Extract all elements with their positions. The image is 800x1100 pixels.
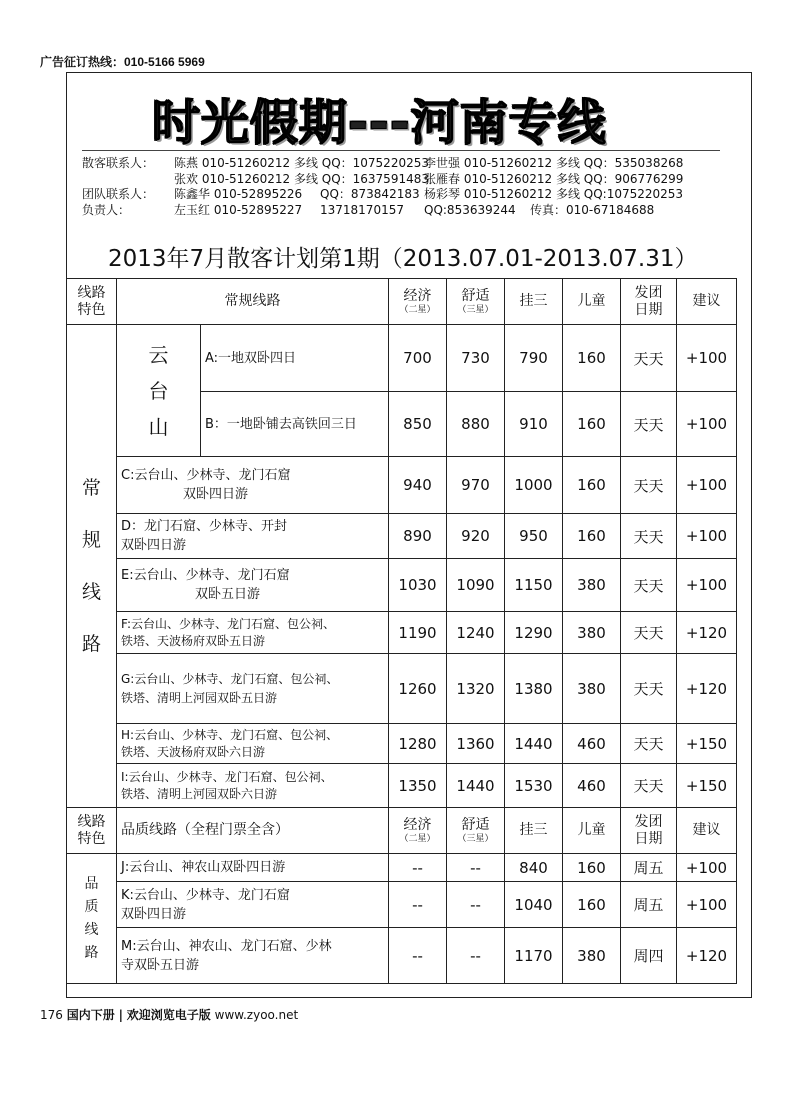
suggested-markup: +120 <box>677 612 737 654</box>
price-economy: 1350 <box>389 764 447 808</box>
price-economy: -- <box>389 928 447 984</box>
route-name: G:云台山、少林寺、龙门石窟、包公祠、 铁塔、清明上河园双卧五日游 <box>117 654 389 724</box>
quality-routes-label: 品 质 线 路 <box>67 854 117 984</box>
group-contact-label: 团队联系人： <box>82 187 155 201</box>
route-name: K:云台山、少林寺、龙门石窟 双卧四日游 <box>117 882 389 928</box>
price-gua3: 790 <box>505 325 563 392</box>
page-title: 时光假期---河南专线 <box>152 95 607 151</box>
price-comfort: 1440 <box>447 764 505 808</box>
route-name: C:云台山、少林寺、龙门石窟 双卧四日游 <box>117 457 389 514</box>
suggested-markup: +100 <box>677 392 737 457</box>
suggested-markup: +150 <box>677 724 737 764</box>
departure-days: 天天 <box>621 764 677 808</box>
price-economy: 1030 <box>389 559 447 612</box>
header-economy: 经济 （二星） <box>389 279 447 325</box>
manager-qq: QQ:853639244 <box>424 202 516 217</box>
ad-hotline: 广告征订热线：010-5166 5969 <box>40 55 205 69</box>
regular-header-row <box>67 279 737 325</box>
route-name: F:云台山、少林寺、龙门石窟、包公祠、 铁塔、天波杨府双卧五日游 <box>117 612 389 654</box>
table-row <box>67 654 737 724</box>
price-comfort: 1360 <box>447 724 505 764</box>
manager-phone: 左玉红 010-52895227 <box>174 202 303 217</box>
price-child: 160 <box>563 392 621 457</box>
header-comfort: 舒适 （三星） <box>447 279 505 325</box>
price-gua3: 1000 <box>505 457 563 514</box>
individual-contact-label: 散客联系人： <box>82 156 155 170</box>
price-child: 380 <box>563 612 621 654</box>
fax-number: 传真：010-67184688 <box>530 202 655 217</box>
price-comfort: 730 <box>447 325 505 392</box>
header-quality-route: 品质线路（全程门票全含） <box>117 808 389 854</box>
price-gua3: 1290 <box>505 612 563 654</box>
header-gua3: 挂三 <box>505 808 563 854</box>
price-comfort: 1240 <box>447 612 505 654</box>
footer-url[interactable]: www.zyoo.net <box>214 1008 299 1022</box>
price-child: 460 <box>563 724 621 764</box>
footer-section: 国内下册 <box>66 1008 115 1022</box>
price-economy: 1260 <box>389 654 447 724</box>
price-comfort: 920 <box>447 514 505 559</box>
price-child: 380 <box>563 928 621 984</box>
price-child: 160 <box>563 457 621 514</box>
price-comfort: 1320 <box>447 654 505 724</box>
page-footer <box>40 1006 298 1023</box>
table-row <box>67 764 737 808</box>
price-child: 160 <box>563 325 621 392</box>
header-depart: 发团 日期 <box>621 808 677 854</box>
departure-days: 周四 <box>621 928 677 984</box>
price-comfort: -- <box>447 928 505 984</box>
departure-days: 天天 <box>621 514 677 559</box>
price-economy: 1280 <box>389 724 447 764</box>
header-gua3: 挂三 <box>505 279 563 325</box>
departure-days: 天天 <box>621 654 677 724</box>
price-comfort: 880 <box>447 392 505 457</box>
departure-days: 天天 <box>621 457 677 514</box>
contact-zhang-yanchun: 张雁春 010-51260212 多线 QQ：906776299 <box>424 171 684 186</box>
header-feature: 线路 特色 <box>67 279 117 325</box>
price-gua3: 910 <box>505 392 563 457</box>
route-name: D：龙门石窟、少林寺、开封 双卧四日游 <box>117 514 389 559</box>
regular-routes-label: 常 规 线 路 <box>67 325 117 808</box>
suggested-markup: +120 <box>677 928 737 984</box>
price-economy: 850 <box>389 392 447 457</box>
table-row <box>67 724 737 764</box>
route-name: E:云台山、少林寺、龙门石窟 双卧五日游 <box>117 559 389 612</box>
suggested-markup: +150 <box>677 764 737 808</box>
price-economy: -- <box>389 854 447 882</box>
price-economy: 1190 <box>389 612 447 654</box>
contact-yang-caiqin: 杨彩琴 010-51260212 多线 QQ:1075220253 <box>424 187 684 201</box>
price-child: 380 <box>563 559 621 612</box>
price-gua3: 1150 <box>505 559 563 612</box>
table-row <box>67 457 737 514</box>
price-child: 160 <box>563 514 621 559</box>
header-depart: 发团 日期 <box>621 279 677 325</box>
footer-welcome: 欢迎浏览电子版 <box>126 1008 211 1022</box>
departure-days: 天天 <box>621 325 677 392</box>
header-suggest: 建议 <box>677 279 737 325</box>
footer-separator: | <box>118 1008 123 1022</box>
table-row <box>67 928 737 984</box>
table-row <box>67 882 737 928</box>
header-economy: 经济 （二星） <box>389 808 447 854</box>
price-economy: -- <box>389 882 447 928</box>
contact-chen-yan: 陈燕 010-51260212 多线 QQ：1075220253 <box>174 156 429 170</box>
contact-chen-xinhua-qq: QQ：873842183 <box>320 187 420 201</box>
page-number: 176 <box>40 1008 63 1022</box>
departure-days: 周五 <box>621 854 677 882</box>
contact-zhang-huan: 张欢 010-51260212 多线 QQ：1637591483 <box>174 171 429 186</box>
plan-title: 2013年7月散客计划第1期（2013.07.01-2013.07.31） <box>108 246 698 272</box>
route-name: J:云台山、神农山双卧四日游 <box>117 854 389 882</box>
price-child: 160 <box>563 882 621 928</box>
suggested-markup: +100 <box>677 325 737 392</box>
header-child: 儿童 <box>563 808 621 854</box>
suggested-markup: +100 <box>677 457 737 514</box>
departure-days: 天天 <box>621 392 677 457</box>
table-row <box>67 514 737 559</box>
price-economy: 700 <box>389 325 447 392</box>
route-name: I:云台山、少林寺、龙门石窟、包公祠、 铁塔、清明上河园双卧六日游 <box>117 764 389 808</box>
header-suggest: 建议 <box>677 808 737 854</box>
price-economy: 890 <box>389 514 447 559</box>
suggested-markup: +120 <box>677 654 737 724</box>
route-name: B：一地卧铺去高铁回三日 <box>201 392 389 457</box>
price-comfort: 970 <box>447 457 505 514</box>
departure-days: 天天 <box>621 559 677 612</box>
manager-mobile: 13718170157 <box>320 202 404 217</box>
departure-days: 周五 <box>621 882 677 928</box>
price-child: 160 <box>563 854 621 882</box>
suggested-markup: +100 <box>677 854 737 882</box>
price-table <box>66 278 737 984</box>
table-row <box>67 854 737 882</box>
price-gua3: 1380 <box>505 654 563 724</box>
departure-days: 天天 <box>621 612 677 654</box>
price-comfort: 1090 <box>447 559 505 612</box>
route-name: H:云台山、少林寺、龙门石窟、包公祠、 铁塔、天波杨府双卧六日游 <box>117 724 389 764</box>
suggested-markup: +100 <box>677 559 737 612</box>
contact-chen-xinhua: 陈鑫华 010-52895226 <box>174 187 303 201</box>
header-child: 儿童 <box>563 279 621 325</box>
route-name: M:云台山、神农山、龙门石窟、少林 寺双卧五日游 <box>117 928 389 984</box>
price-gua3: 1530 <box>505 764 563 808</box>
price-gua3: 1170 <box>505 928 563 984</box>
price-comfort: -- <box>447 882 505 928</box>
departure-days: 天天 <box>621 724 677 764</box>
price-comfort: -- <box>447 854 505 882</box>
price-child: 460 <box>563 764 621 808</box>
manager-label: 负责人： <box>82 202 131 217</box>
suggested-markup: +100 <box>677 514 737 559</box>
price-gua3: 1440 <box>505 724 563 764</box>
table-row <box>67 559 737 612</box>
header-feature: 线路 特色 <box>67 808 117 854</box>
suggested-markup: +100 <box>677 882 737 928</box>
table-row <box>67 612 737 654</box>
title-divider <box>82 150 720 151</box>
header-route: 常规线路 <box>117 279 389 325</box>
price-gua3: 840 <box>505 854 563 882</box>
price-child: 380 <box>563 654 621 724</box>
yuntai-label: 云 台 山 <box>117 325 201 457</box>
contact-li-shiqiang: 李世强 010-51260212 多线 QQ：535038268 <box>424 156 684 170</box>
price-gua3: 1040 <box>505 882 563 928</box>
quality-header-row <box>67 808 737 854</box>
price-economy: 940 <box>389 457 447 514</box>
table-row <box>67 325 737 392</box>
route-name: A:一地双卧四日 <box>201 325 389 392</box>
header-comfort: 舒适 （三星） <box>447 808 505 854</box>
price-gua3: 950 <box>505 514 563 559</box>
